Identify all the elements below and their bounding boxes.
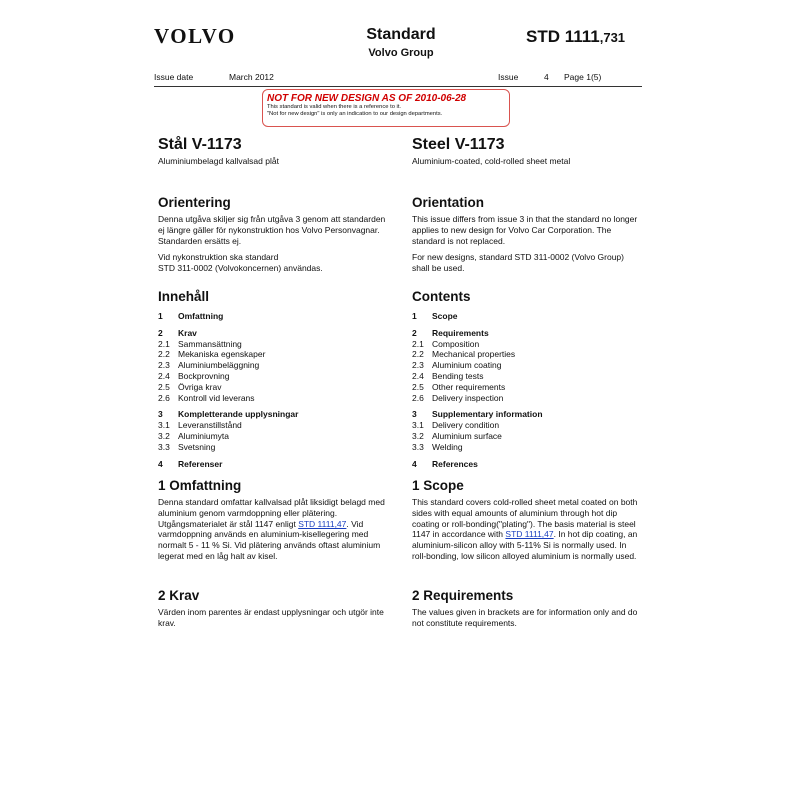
- toc-item: [158, 328, 388, 339]
- toc-item-label: Supplementary information: [432, 409, 543, 420]
- toc-item-label: Delivery condition: [432, 420, 500, 431]
- page-number: Page 1(5): [564, 72, 602, 82]
- toc-english: [412, 311, 642, 469]
- toc-item-number: 2: [412, 327, 417, 338]
- toc-item: [412, 409, 642, 420]
- requirements-text-swedish: Värden inom parentes är endast upplysningar och utgör inte krav.: [158, 607, 384, 628]
- orientation-note-english: For new designs, standard STD 311-0002 (Volvo Group) shall be used.: [412, 252, 624, 274]
- toc-item-number: 3.1: [158, 420, 170, 431]
- toc-item-label: Omfattning: [178, 311, 224, 321]
- toc-item-number: 2.4: [158, 370, 170, 381]
- header-divider: [154, 86, 642, 87]
- toc-item-label: Welding: [432, 441, 463, 452]
- toc-item: [158, 393, 388, 404]
- toc-item: [158, 349, 388, 360]
- toc-item-label: Composition: [432, 338, 480, 349]
- toc-item: [412, 459, 642, 470]
- toc-item-number: 3.1: [412, 420, 424, 431]
- orientation-text-english: This issue differs from issue 3 in that the standard no longer applies to new design for Volvo Car Corporation. The standard is not replaced.: [412, 214, 638, 246]
- title-english: Steel V-1173: [412, 136, 505, 153]
- toc-item-number: 2.3: [412, 360, 424, 371]
- not-for-new-design-notice: [262, 89, 510, 127]
- toc-item: [412, 360, 642, 371]
- document-number-main: STD 1111: [526, 27, 600, 46]
- toc-item-label: Övriga krav: [178, 381, 222, 392]
- subtitle-swedish: Aluminiumbelagd kallvalsad plåt: [158, 156, 279, 166]
- contents-heading-swedish: Innehåll: [158, 289, 210, 304]
- toc-item: [412, 442, 642, 453]
- std-1111-47-link-english[interactable]: STD 1111,47: [505, 529, 554, 540]
- toc-item-number: 3.3: [158, 441, 170, 452]
- orientation-text-swedish: Denna utgåva skiljer sig från utgåva 3 genom att standarden ej längre gäller för nykonstruktion hos Volvo Personvagnar. Standarden ersätts ej.: [158, 214, 386, 246]
- toc-item-number: 2.4: [412, 370, 424, 381]
- scope-text-english: [412, 497, 642, 562]
- toc-item: [158, 459, 388, 470]
- toc-item-label: Delivery inspection: [432, 392, 504, 403]
- document-number-suffix: ,731: [599, 30, 626, 45]
- toc-item: [158, 311, 388, 322]
- scope-text-english-a: This standard covers cold-rolled sheet metal coated on both sides with equal amounts of aluminium through hot dip coating or roll-bonding("plating"). The basis material is steel 1147 in accordance with: [412, 497, 638, 540]
- toc-item-label: Other requirements: [432, 381, 506, 392]
- toc-item: [412, 371, 642, 382]
- subtitle-english: Aluminium-coated, cold-rolled sheet metal: [412, 156, 571, 166]
- notice-title: NOT FOR NEW DESIGN AS OF 2010-06-28: [267, 93, 467, 104]
- toc-item: [412, 431, 642, 442]
- toc-item: [412, 393, 642, 404]
- toc-item-label: Requirements: [432, 327, 489, 338]
- toc-swedish: [158, 311, 388, 469]
- toc-item-number: 2.5: [412, 381, 424, 392]
- toc-item-label: Mechanical properties: [432, 349, 516, 360]
- toc-item: [412, 382, 642, 393]
- toc-item: [412, 339, 642, 350]
- requirements-text-english: The values given in brackets are for information only and do not constitute requirements.: [412, 607, 638, 628]
- toc-item-label: Referenser: [178, 458, 223, 469]
- toc-item-number: 2.3: [158, 360, 170, 371]
- toc-item-label: Leveranstillstånd: [178, 420, 242, 431]
- scope-text-swedish: [158, 497, 388, 562]
- requirements-heading-english: 2 Requirements: [412, 588, 514, 603]
- scope-text-english-b: . In hot dip coating, an aluminium-silicon alloy with 5-11% Si is normally used. In roll-bonding, low silicon alloyed aluminium is normally used.: [412, 529, 638, 561]
- notice-line-2: "Not for new design" is only an indication to our design departments.: [267, 111, 443, 117]
- requirements-heading-swedish: 2 Krav: [158, 588, 200, 603]
- toc-item-number: 3: [412, 409, 417, 420]
- orientation-heading-swedish: Orientering: [158, 195, 231, 210]
- toc-item: [158, 442, 388, 453]
- toc-item: [158, 409, 388, 420]
- scope-text-swedish-b: . Vid varmdoppning används en aluminium-kisellegering med normalt 5 - 11 % Si. Vid plätering används oftast aluminium legerat med en låg halt av kisel.: [158, 518, 381, 561]
- toc-item-label: Krav: [178, 327, 197, 338]
- toc-item-label: Aluminiumbeläggning: [178, 360, 260, 371]
- orientation-note-swedish-2: STD 311-0002 (Volvokoncernen) användas.: [158, 263, 323, 274]
- toc-item-number: 2.2: [412, 349, 424, 360]
- toc-item-number: 1: [158, 311, 163, 321]
- toc-item-number: 3.3: [412, 441, 424, 452]
- issue-date-label: Issue date: [154, 72, 194, 82]
- issue-row: [154, 72, 642, 84]
- issue-number: 4: [544, 72, 549, 82]
- toc-item-number: 4: [158, 458, 163, 469]
- toc-item-number: 2.2: [158, 349, 170, 360]
- document-type: [358, 26, 444, 59]
- toc-item-label: Kompletterande upplysningar: [178, 409, 299, 420]
- toc-item-number: 3.2: [412, 430, 424, 441]
- issue-label: Issue: [498, 72, 519, 82]
- toc-item-number: 3.2: [158, 430, 170, 441]
- toc-item-number: 2.5: [158, 381, 170, 392]
- scope-heading-swedish: 1 Omfattning: [158, 478, 242, 493]
- toc-item-number: 2: [158, 327, 163, 338]
- volvo-logo: VOLVO: [154, 24, 236, 48]
- toc-item-label: Bockprovning: [178, 370, 230, 381]
- toc-item-label: Svetsning: [178, 441, 216, 452]
- toc-item-label: Aluminium surface: [432, 430, 502, 441]
- toc-item: [158, 420, 388, 431]
- toc-item-number: 4: [412, 458, 417, 469]
- toc-item: [158, 339, 388, 350]
- toc-item-label: Bending tests: [432, 370, 484, 381]
- toc-item-number: 1: [412, 311, 417, 321]
- toc-item-number: 2.6: [158, 392, 170, 403]
- toc-item: [158, 360, 388, 371]
- contents-heading-english: Contents: [412, 289, 471, 304]
- toc-item: [412, 311, 642, 322]
- orientation-heading-english: Orientation: [412, 195, 485, 210]
- toc-item-number: 2.1: [158, 338, 170, 349]
- toc-item-label: Sammansättning: [178, 338, 242, 349]
- toc-item-label: Kontroll vid leverans: [178, 392, 255, 403]
- toc-item-number: 3: [158, 409, 163, 420]
- toc-item-label: Mekaniska egenskaper: [178, 349, 266, 360]
- document-type-subtitle: Volvo Group: [368, 47, 434, 59]
- scope-text-swedish-a: Denna standard omfattar kallvalsad plåt liksidigt belagd med aluminium genom varmdoppning eller plätering. Utgångsmaterialet är stål 1147 enligt: [158, 497, 385, 529]
- issue-date: March 2012: [229, 72, 274, 82]
- toc-item: [412, 328, 642, 339]
- toc-item-number: 2.1: [412, 338, 424, 349]
- std-1111-47-link-swedish[interactable]: STD 1111,47: [298, 518, 347, 529]
- toc-item-label: Aluminiumyta: [178, 430, 230, 441]
- toc-item: [158, 382, 388, 393]
- toc-item-label: Aluminium coating: [432, 360, 502, 371]
- document-type-title: Standard: [366, 26, 436, 43]
- toc-item: [158, 431, 388, 442]
- toc-item-label: References: [432, 458, 478, 469]
- toc-item: [412, 420, 642, 431]
- title-swedish: Stål V-1173: [158, 136, 242, 153]
- toc-item-label: Scope: [432, 311, 458, 321]
- orientation-note-swedish-1: Vid nykonstruktion ska standard: [158, 252, 279, 263]
- toc-item-number: 2.6: [412, 392, 424, 403]
- document-number: [526, 27, 625, 47]
- toc-item: [412, 349, 642, 360]
- toc-item: [158, 371, 388, 382]
- scope-heading-english: 1 Scope: [412, 478, 464, 493]
- notice-line-1: This standard is valid when there is a reference to it.: [267, 104, 402, 110]
